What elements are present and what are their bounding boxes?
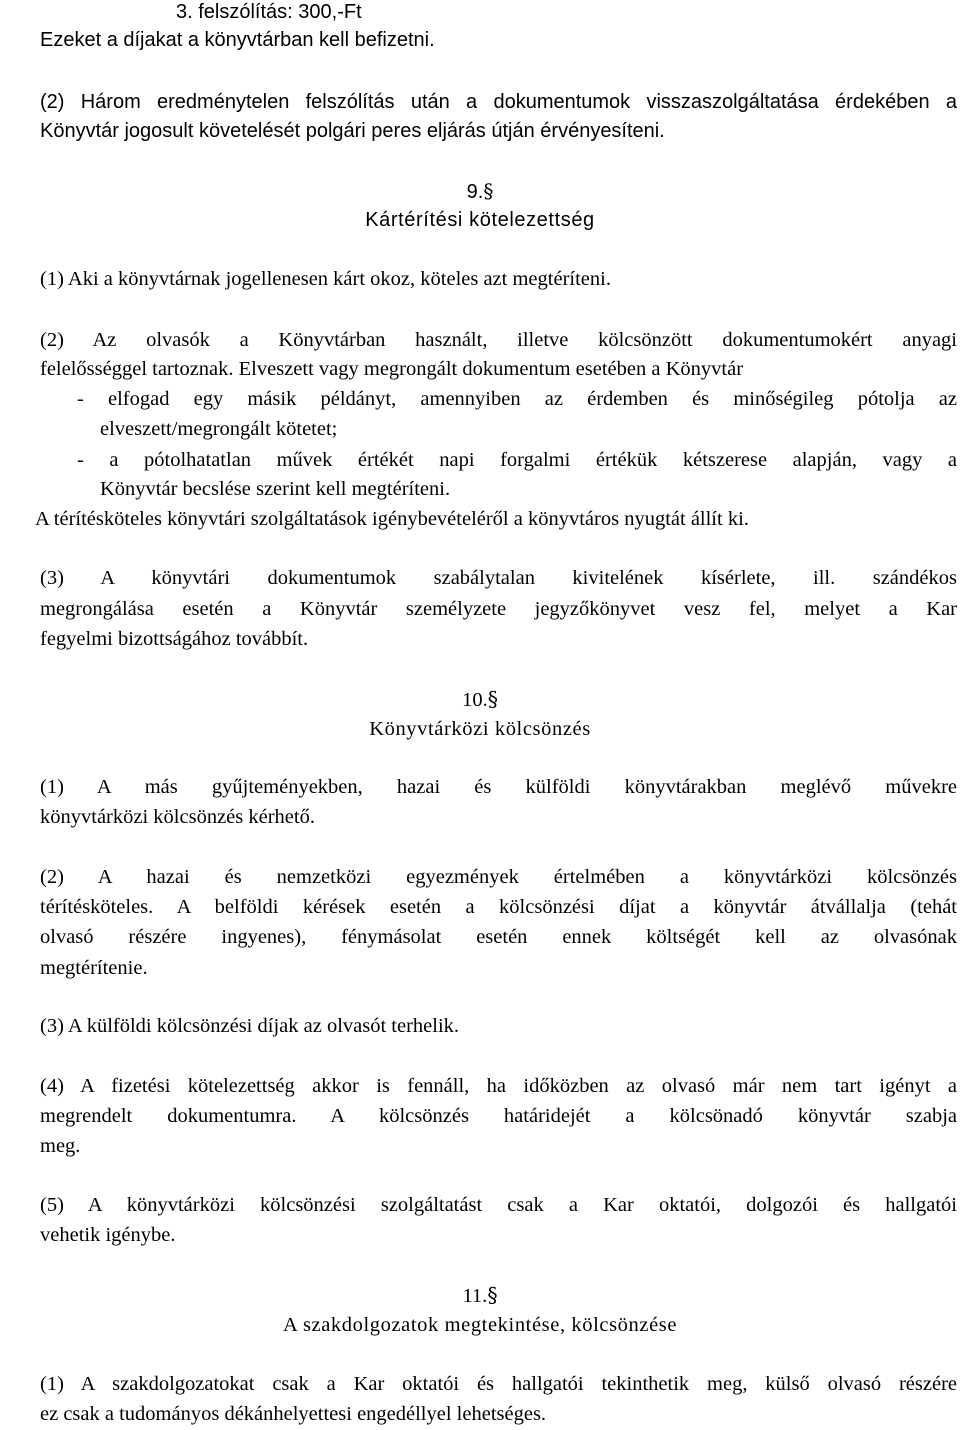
paragraph-sign-icon: § — [487, 1283, 498, 1307]
s10-p1-line2: könyvtárközi kölcsönzés kérhető. — [40, 806, 315, 828]
section-11-title: A szakdolgozatok megtekintése, kölcsönzése — [282, 1314, 678, 1336]
section-11-number: 11. — [462, 1285, 488, 1307]
s10-p2-line4: megtérítenie. — [40, 957, 148, 979]
s9-p1: (1) Aki a könyvtárnak jogellenesen kárt okoz, köteles azt megtéríteni. — [40, 268, 611, 290]
section-10-title: Könyvtárközi kölcsönzés — [369, 718, 591, 740]
s10-p4-line1: (4) A fizetési kötelezettség akkor is fennáll, ha időközben az olvasó már nem tart igényt a — [40, 1075, 957, 1097]
s9-p3-line3: fegyelmi bizottságához továbbít. — [40, 628, 309, 650]
section-9-number: 9. — [466, 181, 484, 203]
intro-p2-line2: Könyvtár jogosult követelését polgári peres eljárás útján érvényesíteni. — [40, 120, 665, 142]
s11-p1-line2: ez csak a tudományos dékánhelyettesi engedéllyel lehetséges. — [40, 1403, 547, 1425]
s9-p2-line2: felelősséggel tartoznak. Elveszett vagy megrongált dokumentum esetében a Könyvtár — [40, 358, 744, 380]
s9-p2-line1: (2) Az olvasók a Könyvtárban használt, illetve kölcsönzött dokumentumokért anyagi — [40, 329, 957, 351]
s10-p5-line2: vehetik igénybe. — [40, 1224, 176, 1246]
s10-p2-line1: (2) A hazai és nemzetközi egyezmények értelmében a könyvtárközi kölcsönzés — [40, 866, 957, 888]
s9-bullet1-line1: - elfogad egy másik példányt, amennyiben az érdemben és minőségileg pótolja az — [77, 388, 957, 410]
s10-p4-line2: megrendelt dokumentumra. A kölcsönzés határidejét a kölcsönadó könyvtár szabja — [40, 1105, 957, 1127]
s9-p3-line2: megrongálása esetén a Könyvtár személyzete jegyzőkönyvet vesz fel, melyet a Kar — [40, 598, 957, 620]
s11-p1-line1: (1) A szakdolgozatokat csak a Kar oktatói és hallgatói tekinthetik meg, külső olvasó részére — [40, 1373, 957, 1395]
section-9-heading — [0, 176, 960, 207]
section-9-title: Kártérítési kötelezettség — [365, 209, 595, 231]
s9-bullet1-line2: elveszett/megrongált kötetet; — [100, 418, 338, 440]
s10-p1-line1: (1) A más gyűjteményekben, hazai és külföldi könyvtárakban meglévő művekre — [40, 776, 957, 798]
s9-fee-receipt: A térítésköteles könyvtári szolgáltatások igénybevételéről a könyvtáros nyugtát állít ki. — [35, 508, 749, 530]
s10-p5-line1: (5) A könyvtárközi kölcsönzési szolgáltatást csak a Kar oktatói, dolgozói és hallgatói — [40, 1194, 957, 1216]
section-10-heading — [0, 684, 960, 715]
s10-p4-line3: meg. — [40, 1135, 81, 1157]
paragraph-sign-icon: § — [483, 179, 494, 203]
fee-item-3: 3. felszólítás: 300,-Ft — [176, 1, 362, 23]
s10-p2-line3: olvasó részére ingyenes), fénymásolat esetén ennek költségét kell az olvasónak — [40, 926, 957, 948]
section-11-heading — [0, 1280, 960, 1311]
s10-p2-line2: térítésköteles. A belföldi kérések esetén a kölcsönzési díjat a könyvtár átvállalja (tehát — [40, 896, 957, 918]
intro-p2-line1: (2) Három eredménytelen felszólítás után a dokumentumok visszaszolgáltatása érdekében a — [40, 91, 957, 113]
fees-note: Ezeket a díjakat a könyvtárban kell befizetni. — [40, 29, 435, 51]
s9-bullet2-line1: - a pótolhatatlan művek értékét napi forgalmi értékük kétszerese alapján, vagy a — [77, 449, 957, 471]
paragraph-sign-icon: § — [487, 687, 498, 711]
s10-p3: (3) A külföldi kölcsönzési díjak az olvasót terhelik. — [40, 1015, 460, 1037]
s9-p3-line1: (3) A könyvtári dokumentumok szabálytalan kivitelének kísérlete, ill. szándékos — [40, 567, 957, 589]
section-10-number: 10. — [462, 689, 488, 711]
s9-bullet2-line2: Könyvtár becslése szerint kell megtéríteni. — [100, 478, 451, 500]
